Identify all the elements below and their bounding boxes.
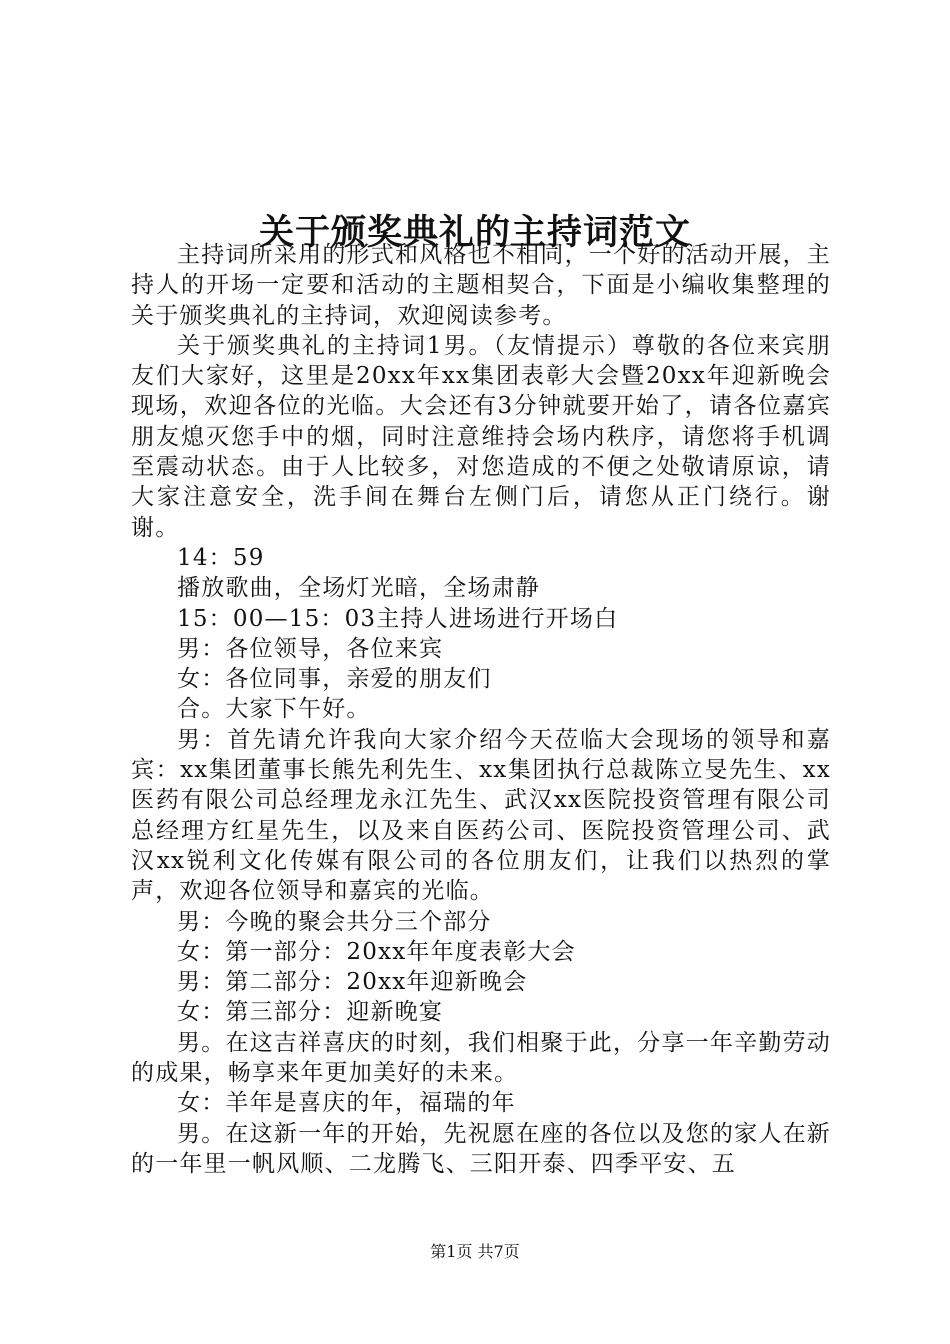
paragraph-male-line-2: 男：今晚的聚会共分三个部分 <box>177 908 492 935</box>
page-footer: 第1页 共7页 <box>430 1242 520 1261</box>
paragraph-female-line-1: 女：各位同事，亲爱的朋友们 <box>177 666 492 693</box>
paragraph-opening-notice: 关于颁奖典礼的主持词1男。（友情提示）尊敬的各位来宾朋友们大家好，这里是20xx年xx集团表彰大会暨20xx年迎新晚会现场，欢迎各位的光临。大会还有3分钟就要开始了，请各位嘉宾朋友熄灭您手中的烟，同时注意维持会场内秩序，请您将手机调至震动状态。由于人比较多，对您造成的不便之处敬请原谅，请大家注意安全，洗手间在舞台左侧门后，请您从正门绕行。谢谢。 <box>131 332 831 541</box>
paragraph-host-entrance: 15：00—15：03主持人进场进行开场白 <box>177 605 619 632</box>
paragraph-intro: 主持词所采用的形式和风格也不相同，一个好的活动开展，主持人的开场一定要和活动的主题相契合，下面是小编收集整理的关于颁奖典礼的主持词，欢迎阅读参考。 <box>131 242 831 329</box>
paragraph-time-1459: 14：59 <box>177 544 265 571</box>
paragraph-female-line-2: 女：第一部分：20xx年年度表彰大会 <box>177 938 576 965</box>
paragraph-male-line-3: 男：第二部分：20xx年迎新晚会 <box>177 969 528 996</box>
paragraph-male-line-5: 男。在这新一年的开始，先祝愿在座的各位以及您的家人在新的一年里一帆风顺、二龙腾飞、三阳开泰、四季平安、五 <box>131 1120 831 1177</box>
paragraph-male-line-1: 男：各位领导，各位来宾 <box>177 635 444 662</box>
document-title: 关于颁奖典礼的主持词范文 <box>258 212 691 254</box>
paragraph-music-cue: 播放歌曲，全场灯光暗，全场肃静 <box>177 575 540 602</box>
document-body <box>131 240 831 1179</box>
paragraph-male-line-4: 男。在这吉祥喜庆的时刻，我们相聚于此，分享一年辛勤劳动的成果，畅享来年更加美好的未来。 <box>131 1029 831 1087</box>
paragraph-female-line-3: 女：第三部分：迎新晚宴 <box>177 999 444 1026</box>
paragraph-female-line-4: 女：羊年是喜庆的年，福瑞的年 <box>177 1090 516 1117</box>
paragraph-guest-introduction: 男：首先请允许我向大家介绍今天莅临大会现场的领导和嘉宾：xx集团董事长熊先利先生、xx集团执行总裁陈立旻先生、xx医药有限公司总经理龙永江先生、武汉xx医院投资管理有限公司总经理方红星先生，以及来自医药公司、医院投资管理公司、武汉xx锐利文化传媒有限公司的各位朋友们，让我们以热烈的掌声，欢迎各位领导和嘉宾的光临。 <box>131 726 831 905</box>
paragraph-together-line: 合。大家下午好。 <box>177 696 371 723</box>
